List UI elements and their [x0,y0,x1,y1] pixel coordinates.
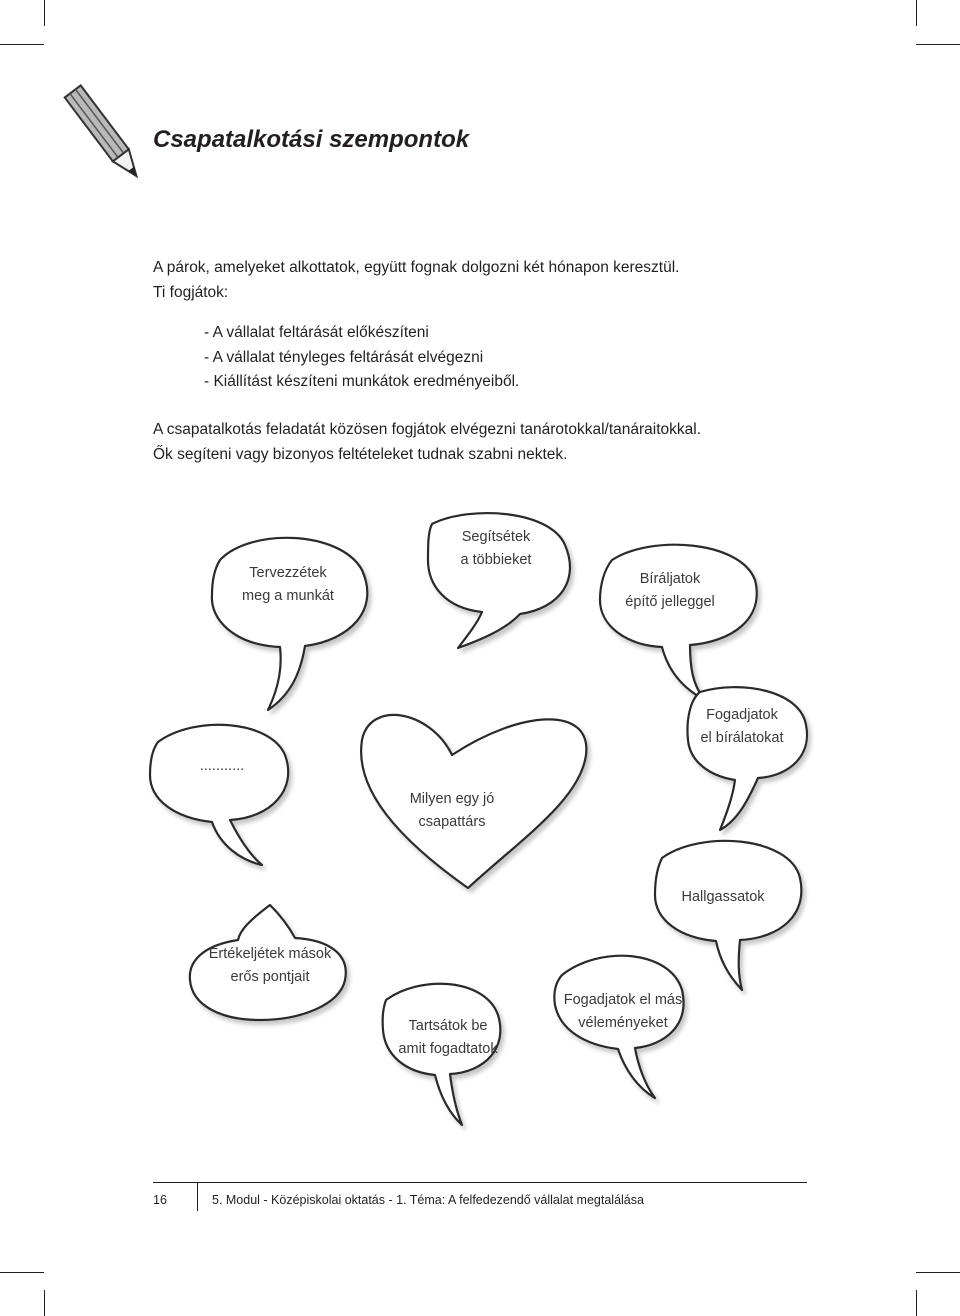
speech-bubble [150,725,288,865]
bubble-line: véleményeket [578,1015,668,1031]
paragraph-line: A csapatalkotás feladatát közösen fogjátok elvégezni tanárotokkal/tanáraitokkal. [153,421,702,438]
task-list [204,321,519,395]
bubble-line: Milyen egy jó [409,791,495,807]
bubble-line: Fogadjatok el más [563,992,683,1008]
crop-mark [916,44,960,45]
crop-mark [916,0,917,26]
bubble-line: erős pontjait [230,969,310,985]
footer-separator [197,1183,198,1211]
bubble-line: Tervezzétek [249,565,327,581]
bubble-text-critique [625,568,715,614]
bubble-line: Bíráljatok [639,571,701,587]
bubble-line: a többieket [460,552,532,568]
bubble-line: Fogadjatok [706,707,778,723]
bubble-shapes [0,500,960,1190]
bubble-line: Hallgassatok [681,889,765,905]
crop-mark [916,1272,960,1273]
bubble-text-help [461,526,532,572]
crop-mark [44,0,45,26]
list-item: - A vállalat feltárását előkészíteni [204,324,429,341]
intro-line: A párok, amelyeket alkottatok, együtt fognak dolgozni két hónapon keresztül. [153,259,680,276]
page-title: Csapatalkotási szempontok [153,126,470,153]
bubble-line: ........... [199,758,245,774]
page-number: 16 [153,1193,167,1207]
bubble-line: meg a munkát [242,588,334,604]
bubble-text-blank [200,755,244,778]
bubble-line: építő jelleggel [625,594,715,610]
crop-mark [0,1272,44,1273]
list-item: - A vállalat tényleges feltárását elvégezni [204,348,484,366]
footer-divider [153,1182,807,1183]
bubble-text-accept [700,704,783,750]
intro-line: Ti fogjátok: [153,283,229,301]
intro-paragraph [153,256,679,305]
speech-bubbles-illustration [0,500,960,1190]
bubble-text-keep [398,1015,497,1061]
bubble-text-opinions [564,989,682,1035]
heart-text [410,788,495,834]
bubble-text-evaluate [209,943,332,989]
list-item: - Kiállítást készíteni munkátok eredményeiből. [204,373,520,390]
crop-mark [0,44,44,45]
teacher-paragraph [153,418,701,467]
crop-mark [916,1290,917,1316]
bubble-text-plan [242,562,334,608]
bubble-text-listen [681,886,764,909]
bubble-line: Tartsátok be [408,1018,488,1034]
crop-mark [44,1290,45,1316]
speech-bubble [655,841,801,990]
bubble-line: Értékeljétek mások [208,946,332,962]
pencil-icon [62,82,152,192]
bubble-line: Segítsétek [461,529,531,545]
bubble-line: el bírálatokat [700,730,784,746]
bubble-line: csapattárs [418,814,486,830]
paragraph-line: Ők segíteni vagy bizonyos feltételeket tudnak szabni nektek. [153,445,568,463]
bubble-line: amit fogadtatok [398,1041,498,1057]
footer-caption: 5. Modul - Középiskolai oktatás - 1. Téma: A felfedezendő vállalat megtalálása [212,1193,644,1207]
